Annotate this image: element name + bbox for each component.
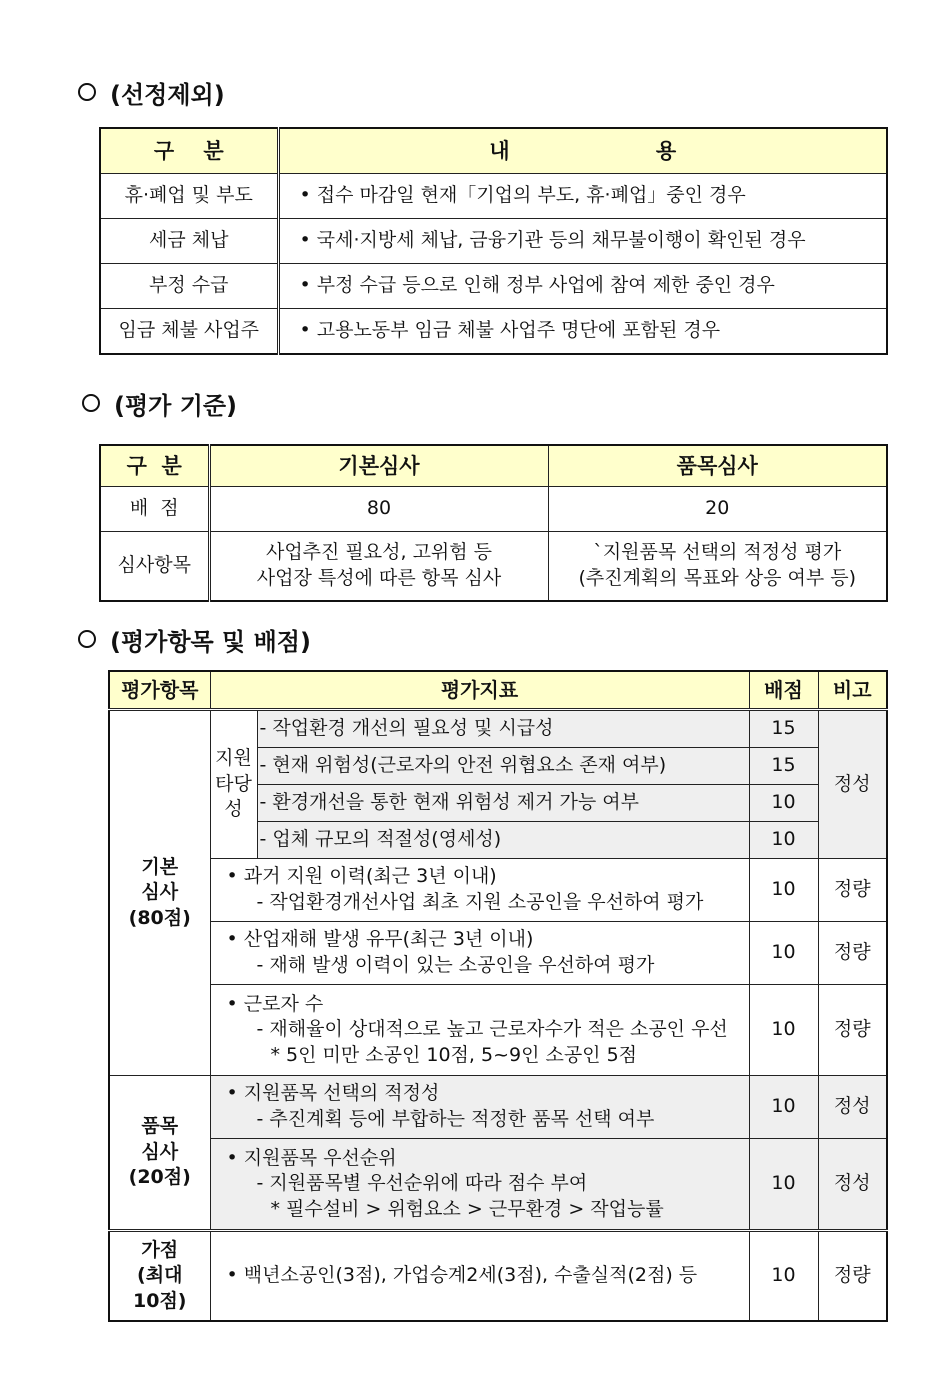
table-row [100, 219, 887, 264]
row-category: 부정 수급 [100, 264, 278, 309]
indicator-detail: - 재해 발생 이력이 있는 소공인을 우선하여 평가 [256, 954, 655, 976]
indicator-note: 정성 [818, 710, 887, 859]
indicator-score: 10 [749, 785, 818, 822]
indicator-detail: - 지원품목별 우선순위에 따라 점수 부여 [256, 1172, 588, 1195]
circle-bullet-icon [78, 83, 96, 101]
table-row [109, 710, 887, 748]
header-score: 배점 [749, 671, 818, 710]
indicator-note: 정량 [818, 859, 887, 922]
table-row [100, 532, 887, 602]
heading-text: (평가항목 및 배점) [110, 627, 311, 656]
indicator-note: 정량 [818, 922, 887, 985]
row-content: • 접수 마감일 현재「기업의 부도, 휴·폐업」중인 경우 [300, 184, 746, 206]
row-category: 세금 체납 [100, 219, 278, 264]
item-desc-line: (추진계획의 목표와 상응 여부 등) [578, 567, 857, 589]
validity-group-label: 지원 타당 성 [210, 710, 257, 859]
exclusion-table [99, 127, 888, 355]
item-group-label: 품목 심사 (20점) [109, 1076, 210, 1231]
table-row [109, 1076, 887, 1139]
header-note: 비고 [818, 671, 887, 710]
table-row [100, 264, 887, 309]
row-content: • 국세·지방세 체납, 금융기관 등의 채무불이행이 확인된 경우 [300, 229, 806, 251]
indicator-title: • 백년소공인(3점), 가업승계2세(3점), 수출실적(2점) 등 [227, 1264, 698, 1286]
basic-desc-line: 사업장 특성에 따른 항목 심사 [256, 567, 502, 589]
item-score: 20 [548, 487, 887, 532]
header-indicator: 평가지표 [210, 671, 749, 710]
indicator-score: 10 [749, 985, 818, 1076]
indicator-detail: - 재해율이 상대적으로 높고 근로자수가 적은 소공인 우선 [256, 1018, 728, 1041]
table-row [100, 309, 887, 355]
scoring-table [108, 670, 888, 1322]
score-label: 배 점 [100, 487, 209, 532]
indicator-detail: - 추진계획 등에 부합하는 적정한 품목 선택 여부 [256, 1108, 655, 1130]
indicator-score: 10 [749, 1231, 818, 1322]
indicator-title: • 근로자 수 [227, 992, 749, 1018]
table-row [100, 174, 887, 219]
criteria-table [99, 444, 888, 602]
header-item: 품목심사 [548, 445, 887, 487]
section-heading-scoring [78, 621, 311, 657]
table-row [109, 1231, 887, 1322]
indicator-title: • 지원품목 선택의 적정성 [227, 1081, 749, 1107]
indicator-score: 10 [749, 822, 818, 859]
section-heading-criteria [82, 385, 237, 421]
row-category: 휴·폐업 및 부도 [100, 174, 278, 219]
indicator-score: 10 [749, 1139, 818, 1231]
header-category: 구 분 [100, 445, 209, 487]
header-content: 내 용 [278, 128, 887, 174]
bonus-group-label: 가점 (최대 10점) [109, 1231, 210, 1322]
indicator-score: 10 [749, 1076, 818, 1139]
table-row [109, 922, 887, 985]
table-row [109, 1139, 887, 1231]
indicator-score: 10 [749, 859, 818, 922]
indicator-title: • 산업재해 발생 유무(최근 3년 이내) [227, 927, 749, 953]
indicator-score: 15 [749, 748, 818, 785]
items-label: 심사항목 [100, 532, 209, 602]
row-content: • 부정 수급 등으로 인해 정부 사업에 참여 제한 중인 경우 [300, 274, 775, 296]
header-category: 평가항목 [109, 671, 210, 710]
row-category: 임금 체불 사업주 [100, 309, 278, 355]
item-desc-line: `지원품목 선택의 적정성 평가 [593, 541, 842, 564]
indicator-score: 10 [749, 922, 818, 985]
table-row [109, 985, 887, 1076]
table-row [109, 859, 887, 922]
heading-text: (선정제외) [110, 80, 225, 109]
table-row [100, 487, 887, 532]
indicator-title: • 지원품목 우선순위 [227, 1146, 749, 1172]
circle-bullet-icon [82, 394, 100, 412]
indicator-score: 15 [749, 710, 818, 748]
indicator-detail: - 작업환경개선사업 최초 지원 소공인을 우선하여 평가 [256, 891, 704, 913]
header-category: 구 분 [100, 128, 278, 174]
indicator-note: 정량 [818, 985, 887, 1076]
header-basic: 기본심사 [209, 445, 548, 487]
validity-indicator: - 업체 규모의 적절성(영세성) [257, 822, 749, 859]
basic-group-label: 기본 심사 (80점) [109, 710, 210, 1076]
basic-desc-line: 사업추진 필요성, 고위험 등 [265, 541, 493, 564]
row-content: • 고용노동부 임금 체불 사업주 명단에 포함된 경우 [300, 319, 721, 341]
indicator-note: 정성 [818, 1076, 887, 1139]
circle-bullet-icon [78, 630, 96, 648]
indicator-note-detail: * 5인 미만 소공인 10점, 5~9인 소공인 5점 [270, 1043, 638, 1066]
basic-score: 80 [209, 487, 548, 532]
indicator-title: • 과거 지원 이력(최근 3년 이내) [227, 864, 749, 890]
indicator-note: 정성 [818, 1139, 887, 1231]
validity-indicator: - 현재 위험성(근로자의 안전 위협요소 존재 여부) [257, 748, 749, 785]
validity-indicator: - 작업환경 개선의 필요성 및 시급성 [257, 710, 749, 748]
validity-indicator: - 환경개선을 통한 현재 위험성 제거 가능 여부 [257, 785, 749, 822]
indicator-note: 정량 [818, 1231, 887, 1322]
heading-text: (평가 기준) [114, 391, 238, 420]
indicator-note-detail: * 필수설비 > 위험요소 > 근무환경 > 작업능률 [270, 1197, 664, 1220]
section-heading-exclusion [78, 74, 225, 110]
